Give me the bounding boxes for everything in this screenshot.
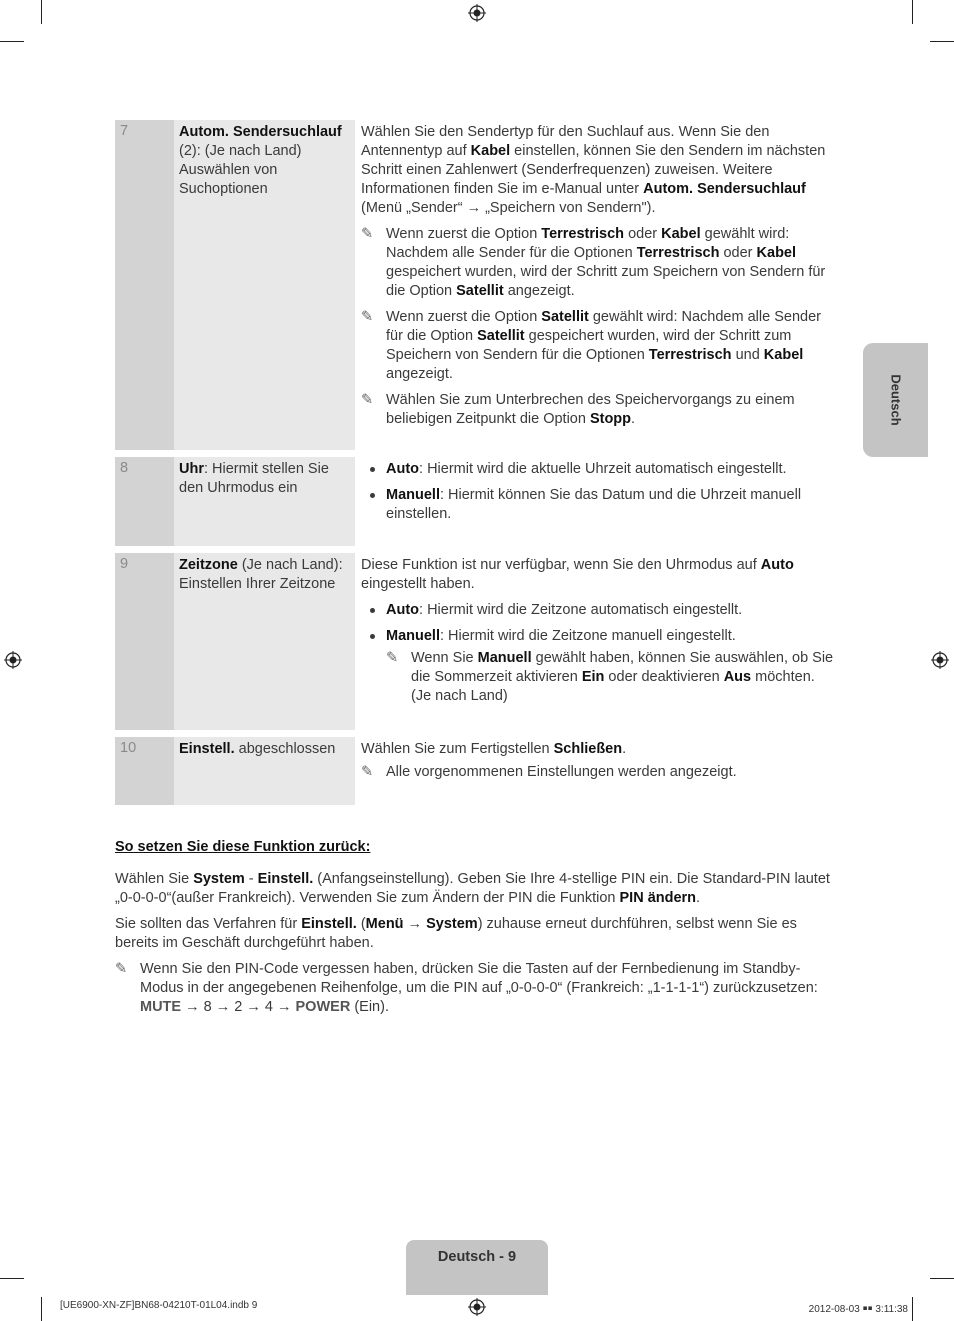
step-description [355, 457, 835, 546]
registration-mark-icon [931, 651, 949, 669]
footer-timestamp: 2012-08-03 ￭￭ 3:11:38 [808, 1304, 908, 1315]
bullet-item: Manuell: Hiermit wird die Zeitzone manuell eingestellt. [361, 627, 835, 646]
pencil-note-icon: ✎ [361, 392, 374, 408]
footer-file-info: [UE6900-XN-ZF]BN68-04210T-01L04.indb 9 [60, 1300, 258, 1311]
step-number: 10 [115, 737, 174, 805]
step-description [355, 737, 835, 805]
page-number-tab [406, 1240, 548, 1295]
note-item: ✎ Wenn Sie Manuell gewählt haben, können Sie auswählen, ob Sie die Sommerzeit aktivieren Ein oder deaktivieren Aus möchten. (Je nach Land) [386, 650, 834, 704]
step-number: 7 [115, 120, 174, 450]
crop-mark [930, 1278, 954, 1279]
crop-mark [41, 1297, 42, 1321]
reset-section [115, 838, 835, 1024]
crop-mark [930, 41, 954, 42]
note-item: ✎ Alle vorgenommenen Einstellungen werden angezeigt. [361, 764, 737, 780]
page-number-label: Deutsch - 9 [437, 1249, 517, 1265]
step-description [355, 120, 835, 450]
step-label: Zeitzone (Je nach Land): Einstellen Ihrer Zeitzone [174, 553, 355, 730]
step-label: Einstell. abgeschlossen [174, 737, 355, 805]
registration-mark-icon [468, 4, 486, 22]
registration-mark-icon [468, 1298, 486, 1316]
registration-mark-icon [4, 651, 22, 669]
note-item: ✎ Wenn Sie den PIN-Code vergessen haben, drücken Sie die Tasten auf der Fernbedienung im Standby-Modus in der angegebenen Reihenfolge, um die PIN auf „0-0-0-0“ (Frankreich: „1-1-1-1“) zurückzusetzen: MUTE → 8 → 2 → 4 → POWER (Ein). [115, 961, 818, 1015]
step-label: Uhr: Hiermit stellen Sie den Uhrmodus ein [174, 457, 355, 546]
reset-paragraph: Sie sollten das Verfahren für Einstell. (Menü → System) zuhause erneut durchführen, selbst wenn Sie es bereits im Geschäft durchgeführt haben. [115, 916, 797, 951]
bullet-item: Auto: Hiermit wird die aktuelle Uhrzeit automatisch eingestellt. [361, 460, 835, 479]
step-row-9 [115, 553, 835, 730]
pencil-note-icon: ✎ [361, 226, 374, 242]
language-side-tab-label: Deutsch [888, 374, 903, 426]
step-number: 9 [115, 553, 174, 730]
step-label: Autom. Sendersuchlauf (2): (Je nach Land) Auswählen von Suchoptionen [174, 120, 355, 450]
step-row-8 [115, 457, 835, 546]
step-intro: Wählen Sie zum Fertigstellen Schließen. [361, 741, 627, 757]
setup-steps-table [115, 120, 835, 805]
step-row-10 [115, 737, 835, 805]
language-side-tab [863, 343, 928, 457]
crop-mark [0, 41, 24, 42]
note-item: ✎ Wenn zuerst die Option Terrestrisch oder Kabel gewählt wird: Nachdem alle Sender für die Optionen Terrestrisch oder Kabel gespeichert wurden, wird der Schritt zum Speichern von Sendern für die Option Satellit angezeigt. [361, 226, 826, 299]
reset-heading: So setzen Sie diese Funktion zurück: [115, 839, 371, 855]
reset-paragraph: Wählen Sie System - Einstell. (Anfangseinstellung). Geben Sie Ihre 4-stellige PIN ein. Die Standard-PIN lautet „0-0-0-0“(außer Frankreich). Verwenden Sie zum Ändern der PIN die Funktion PIN ändern. [115, 871, 830, 906]
pencil-note-icon: ✎ [361, 764, 374, 780]
step-intro: Wählen Sie den Sendertyp für den Suchlauf aus. Wenn Sie den Antennentyp auf Kabel einstellen, können Sie den Sendern im nächsten Schritt einen Zahlenwert (Senderfrequenzen) zuweisen. Weitere Informationen finden Sie im e-Manual unter Autom. Sendersuchlauf (Menü „Sender“ → „Speichern von Sendern"). [361, 124, 826, 216]
step-intro: Diese Funktion ist nur verfügbar, wenn Sie den Uhrmodus auf Auto eingestellt haben. [361, 557, 794, 592]
crop-mark [912, 0, 913, 24]
crop-mark [912, 1297, 913, 1321]
pencil-note-icon: ✎ [386, 650, 399, 666]
step-description [355, 553, 835, 730]
pencil-note-icon: ✎ [361, 309, 374, 325]
note-item: ✎ Wenn zuerst die Option Satellit gewählt wird: Nachdem alle Sender für die Option Satellit gespeichert wurden, wird der Schritt zum Speichern von Sendern für die Optionen Terrestrisch und Kabel angezeigt. [361, 309, 821, 382]
bullet-item: Manuell: Hiermit können Sie das Datum und die Uhrzeit manuell einstellen. [361, 486, 835, 524]
bullet-item: Auto: Hiermit wird die Zeitzone automatisch eingestellt. [361, 601, 835, 620]
pencil-note-icon: ✎ [115, 961, 128, 977]
crop-mark [41, 0, 42, 24]
note-item: ✎ Wählen Sie zum Unterbrechen des Speichervorgangs zu einem beliebigen Zeitpunkt die Option Stopp. [361, 392, 795, 427]
crop-mark [0, 1278, 24, 1279]
step-row-7 [115, 120, 835, 450]
step-number: 8 [115, 457, 174, 546]
